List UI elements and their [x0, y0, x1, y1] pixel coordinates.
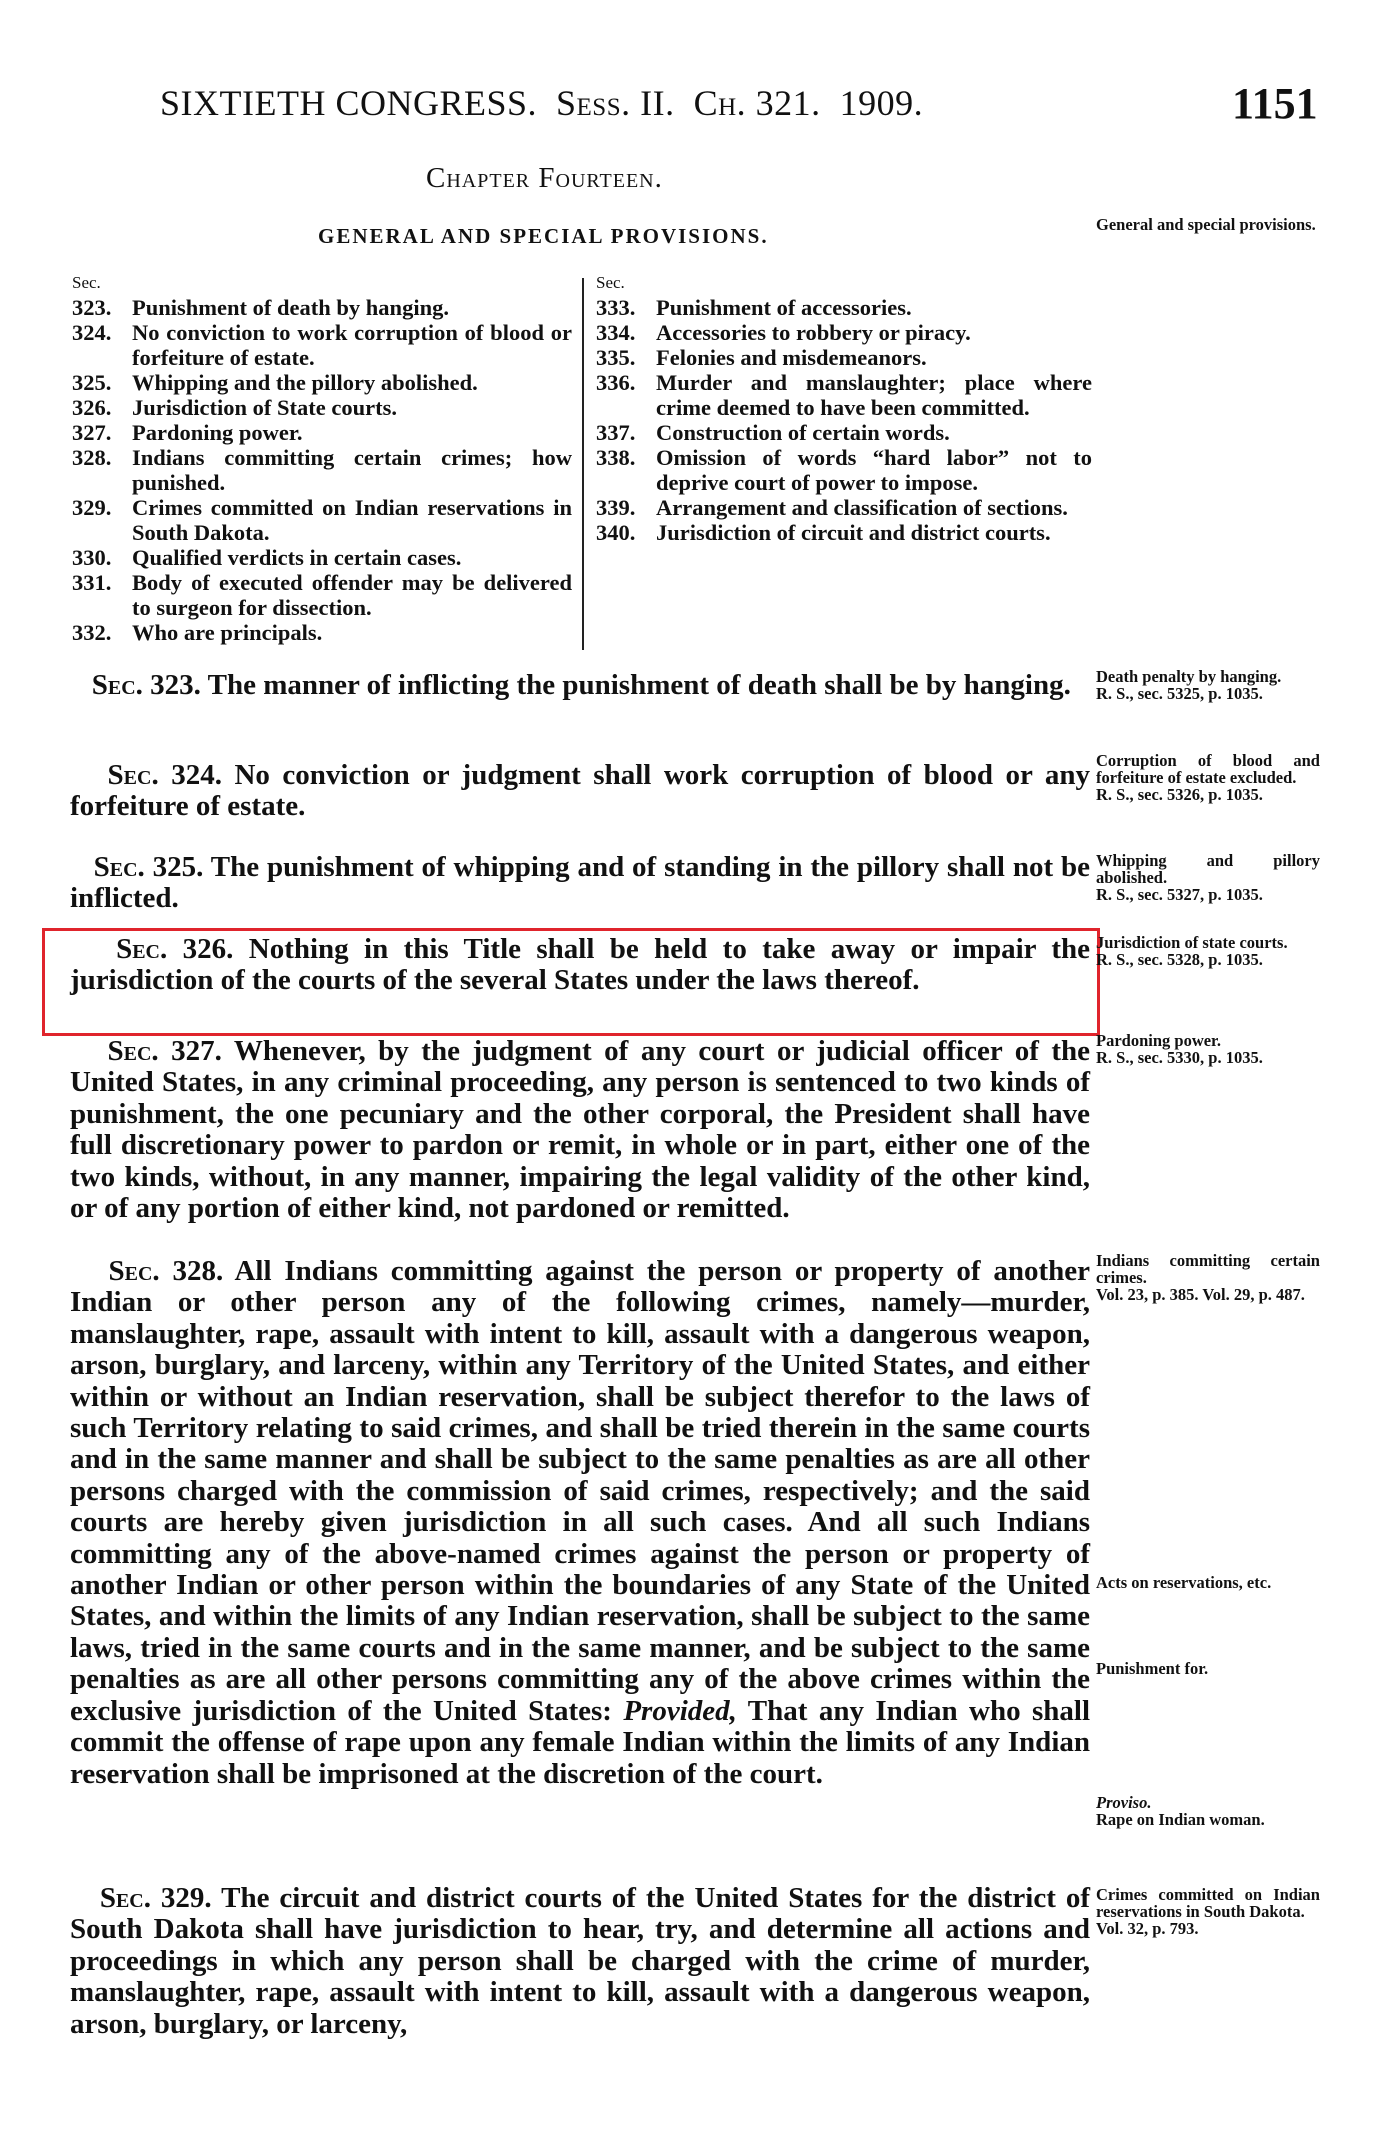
section-number: 326.: [72, 395, 112, 420]
list-item: [72, 395, 572, 420]
provisions-title: GENERAL AND SPECIAL PROVISIONS.: [318, 224, 769, 248]
margin-note-reference: R. S., sec. 5326, p. 1035.: [1096, 785, 1263, 804]
margin-note-death: [1096, 668, 1320, 702]
section-text-continued: That any Indian who shall commit the offense of rape upon any female Indian within the limits of any Indian reservation shall be imprisoned at the discretion of the court.: [70, 1694, 1091, 1790]
section-number: 325.: [72, 370, 112, 395]
section-text: Nothing in this Title shall be held to take away or impair the jurisdiction of the courts of the several States under the laws thereof.: [70, 933, 1091, 997]
page-number: 1151: [1232, 79, 1318, 128]
section-number: 324.: [72, 320, 112, 345]
section-328: [70, 1256, 1090, 1790]
chapter-label: Ch. 321.: [693, 83, 821, 123]
chapter-title: Chapter Fourteen.: [426, 162, 663, 194]
margin-note-title: Punishment for.: [1096, 1659, 1209, 1678]
margin-note-title: Rape on Indian woman.: [1096, 1810, 1265, 1829]
margin-note-pardon: [1096, 1032, 1320, 1066]
section-text: No conviction or judgment shall work corruption of blood or any forfeiture of estate.: [70, 759, 1090, 823]
section-329: [70, 1883, 1090, 2040]
margin-note-crimes: [1096, 1886, 1320, 1937]
margin-note-title: Pardoning power.: [1096, 1031, 1221, 1050]
margin-note-corruption: [1096, 752, 1320, 803]
section-caption: Omission of words “hard labor” not to deprive court of power to impose.: [656, 445, 1092, 495]
section-caption: Pardoning power.: [132, 420, 303, 445]
section-323: [70, 670, 1090, 701]
margin-note-proviso: [1096, 1794, 1320, 1828]
margin-note-title: Jurisdiction of state courts.: [1096, 933, 1288, 952]
section-number: 331.: [72, 570, 112, 595]
section-text: All Indians committing against the person or property of another Indian or other person any of the following crimes, namely—murder, manslaughter, rape, assault with intent to kill, assault with a dangerous weapon, arson, burglary, and larceny, within any Territory of the United States, and either within or without an Indian reservation, shall be subject therefor to the laws of such Territory relating to said crimes, and shall be tried therein in the same courts and in the same manner and shall be subject to the same penalties as are all other persons charged with the commission of said crimes, respectively; and the said courts are hereby given jurisdiction in all such cases. And all such Indians committing any of the above-named crimes against the person or property of another Indian or other person within the boundaries of any State of the United States, and within the limits of any Indian reservation, shall be subject to the same laws, tried in the same courts and in the same manner, and be subject to the same penalties as are all other persons committing any of the above crimes within the exclusive jurisdiction of the United States:: [70, 1255, 1090, 1727]
section-caption: Jurisdiction of circuit and district courts.: [656, 520, 1051, 545]
list-item: [596, 370, 1092, 420]
section-caption: Accessories to robbery or piracy.: [656, 320, 971, 345]
section-caption: Jurisdiction of State courts.: [132, 395, 397, 420]
margin-note-indians: [1096, 1252, 1320, 1303]
section-caption: Indians committing certain crimes; how punished.: [132, 445, 572, 495]
section-number: 332.: [72, 620, 112, 645]
year-label: 1909.: [839, 83, 924, 123]
list-item: [72, 420, 572, 445]
list-item: [596, 345, 1092, 370]
margin-note-jurisdiction: [1096, 934, 1320, 968]
margin-note-proviso-word: Proviso.: [1096, 1793, 1152, 1812]
section-index-heading: Sec.: [72, 273, 101, 292]
margin-note-reference: Vol. 32, p. 793.: [1096, 1919, 1199, 1938]
section-label: Sec. 325.: [93, 851, 204, 883]
margin-note-text: General and special provisions.: [1096, 215, 1316, 234]
margin-note-title: Crimes committed on Indian reservations in South Dakota.: [1096, 1885, 1320, 1921]
section-caption: Punishment of accessories.: [656, 295, 912, 320]
list-item: [596, 445, 1092, 495]
section-label: Sec. 326.: [116, 933, 234, 965]
section-number: 336.: [596, 370, 636, 395]
section-label: Sec. 324.: [107, 759, 222, 791]
section-caption: Punishment of death by hanging.: [132, 295, 449, 320]
section-text: The circuit and district courts of the United States for the district of South Dakota shall have jurisdiction to hear, try, and determine all actions and proceedings in which any person shall be charged with the crime of murder, manslaughter, rape, assault with intent to kill, assault with a dangerous weapon, arson, burglary, or larceny,: [70, 1882, 1090, 2040]
margin-note-title: Death penalty by hanging.: [1096, 667, 1282, 686]
section-number: 339.: [596, 495, 636, 520]
margin-note-reference: R. S., sec. 5330, p. 1035.: [1096, 1048, 1263, 1067]
section-number: 334.: [596, 320, 636, 345]
list-item: [72, 620, 572, 645]
section-326: [70, 934, 1090, 997]
section-324: [70, 760, 1090, 823]
section-index: [72, 270, 1092, 654]
margin-note-title: Whipping and pillory abolished.: [1096, 851, 1320, 887]
section-label: Sec. 328.: [108, 1255, 224, 1287]
section-caption: Crimes committed on Indian reservations in South Dakota.: [132, 495, 572, 545]
section-text: The punishment of whipping and of standing in the pillory shall not be inflicted.: [70, 851, 1090, 915]
section-index-left: [72, 270, 572, 645]
section-index-right: [596, 270, 1092, 545]
margin-note-reference: R. S., sec. 5325, p. 1035.: [1096, 684, 1263, 703]
section-index-heading: Sec.: [596, 273, 625, 292]
list-item: [72, 570, 572, 620]
column-divider: [582, 278, 584, 650]
list-item: [596, 520, 1092, 545]
section-number: 330.: [72, 545, 112, 570]
section-label: Sec. 329.: [99, 1882, 212, 1914]
section-number: 333.: [596, 295, 636, 320]
section-number: 327.: [72, 420, 112, 445]
margin-note-reference: R. S., sec. 5328, p. 1035.: [1096, 950, 1263, 969]
section-caption: Who are principals.: [132, 620, 323, 645]
section-caption: No conviction to work corruption of blood or forfeiture of estate.: [132, 320, 572, 370]
section-caption: Arrangement and classification of sections.: [656, 495, 1068, 520]
margin-note-general: [1096, 216, 1320, 233]
section-number: 328.: [72, 445, 112, 470]
congress-label: SIXTIETH CONGRESS.: [160, 83, 538, 123]
section-caption: Murder and manslaughter; place where crime deemed to have been committed.: [656, 370, 1092, 420]
list-item: [72, 295, 572, 320]
list-item: [596, 295, 1092, 320]
running-head: [160, 82, 923, 124]
list-item: [72, 545, 572, 570]
margin-note-title: Corruption of blood and forfeiture of estate excluded.: [1096, 751, 1320, 787]
margin-note-acts: [1096, 1574, 1320, 1591]
session-label: Sess. II.: [556, 83, 675, 123]
section-caption: Construction of certain words.: [656, 420, 950, 445]
section-325: [70, 852, 1090, 915]
margin-note-title: Acts on reservations, etc.: [1096, 1573, 1272, 1592]
list-item: [596, 420, 1092, 445]
list-item: [72, 445, 572, 495]
section-number: 340.: [596, 520, 636, 545]
section-caption: Body of executed offender may be delivered to surgeon for dissection.: [132, 570, 572, 620]
section-text: The manner of inflicting the punishment of death shall be by hanging.: [207, 669, 1071, 701]
margin-note-title: Indians committing certain crimes.: [1096, 1251, 1320, 1287]
list-item: [72, 320, 572, 370]
list-item: [72, 495, 572, 545]
section-label: Sec. 323.: [91, 669, 201, 701]
section-label: Sec. 327.: [107, 1035, 222, 1067]
section-number: 338.: [596, 445, 636, 470]
proviso-word: Provided,: [623, 1694, 737, 1727]
section-caption: Whipping and the pillory abolished.: [132, 370, 478, 395]
section-caption: Qualified verdicts in certain cases.: [132, 545, 462, 570]
list-item: [72, 370, 572, 395]
section-number: 335.: [596, 345, 636, 370]
section-number: 329.: [72, 495, 112, 520]
section-number: 337.: [596, 420, 636, 445]
section-327: [70, 1036, 1090, 1224]
section-caption: Felonies and misdemeanors.: [656, 345, 927, 370]
section-text: Whenever, by the judgment of any court or judicial officer of the United States, in any criminal proceeding, any person is sentenced to two kinds of punishment, the one pecuniary and the other corporal, the President shall have full discretionary power to pardon or remit, in whole or in part, either one of the two kinds, without, in any manner, impairing the legal validity of the other kind, or of any portion of either kind, not pardoned or remitted.: [70, 1035, 1090, 1225]
margin-note-reference: R. S., sec. 5327, p. 1035.: [1096, 885, 1263, 904]
margin-note-reference: Vol. 23, p. 385. Vol. 29, p. 487.: [1096, 1285, 1305, 1304]
margin-note-whipping: [1096, 852, 1320, 903]
margin-note-punishment: [1096, 1660, 1320, 1677]
section-number: 323.: [72, 295, 112, 320]
list-item: [596, 320, 1092, 345]
list-item: [596, 495, 1092, 520]
